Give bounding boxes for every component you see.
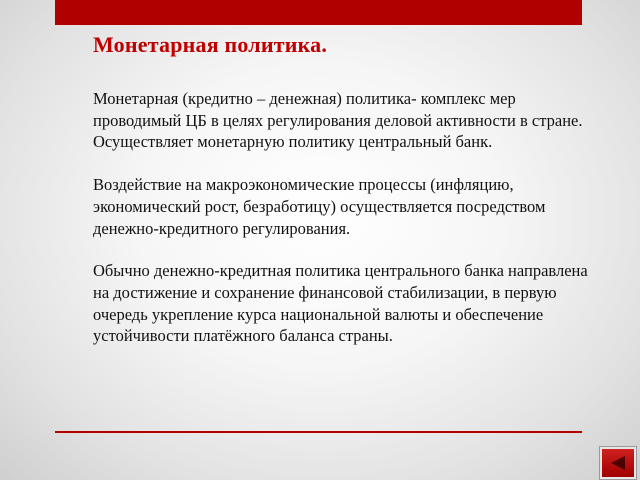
previous-slide-button[interactable]	[600, 447, 636, 479]
paragraph-goals: Обычно денежно-кредитная политика центрального банка направлена на достижение и сохранение финансовой стабилизации, в первую очередь укрепление курса национальной валюты и обеспечение устойчивости платёжного баланса страны.	[93, 261, 588, 346]
paragraph-definition: Монетарная (кредитно – денежная) политика- комплекс мер проводимый ЦБ в целях регулирования деловой активности в стране. Осуществляет монетарную политику центральный банк.	[93, 89, 583, 152]
left-triangle-icon	[608, 454, 628, 472]
slide-title: Монетарная политика.	[93, 32, 328, 57]
top-accent-bar	[55, 0, 582, 25]
paragraph-impact: Воздействие на макроэкономические процессы (инфляцию, экономический рост, безработицу) осуществляется посредством денежно-кредитного регулирования.	[93, 175, 546, 238]
bottom-divider	[55, 431, 582, 433]
slide-body	[93, 88, 593, 368]
